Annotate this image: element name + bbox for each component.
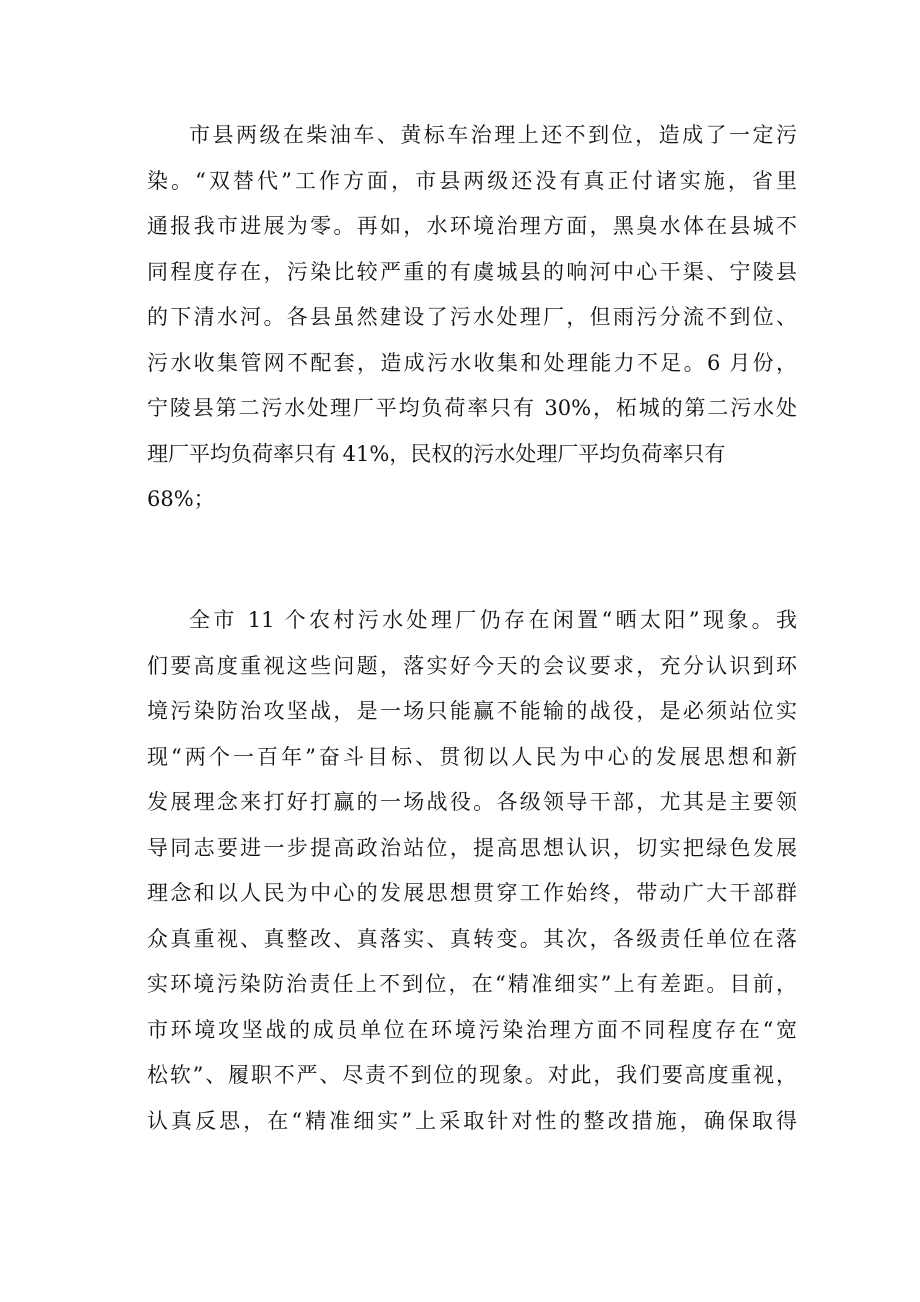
- paragraph-line: 实环境污染防治责任上不到位，在“精准细实”上有差距。目前，: [147, 972, 797, 996]
- paragraph-line: 同程度存在，污染比较严重的有虞城县的响河中心干渠、宁陵县: [147, 259, 797, 284]
- paragraph-line: 市县两级在柴油车、黄标车治理上还不到位，造成了一定污: [189, 123, 797, 147]
- paragraph-line: 68%；: [147, 487, 215, 511]
- paragraph-line: 宁陵县第二污水处理厂平均负荷率只有 30%，柘城的第二污水处: [147, 396, 797, 420]
- paragraph-line: 境污染防治攻坚战，是一场只能赢不能输的战役，是必须站位实: [147, 699, 797, 723]
- paragraph-line: 导同志要进一步提高政治站位，提高思想认识，切实把绿色发展: [147, 835, 797, 860]
- paragraph-line: 现“两个一百年”奋斗目标、贯彻以人民为中心的发展思想和新: [147, 744, 797, 769]
- paragraph-line: 染。“双替代”工作方面，市县两级还没有真正付诸实施，省里: [147, 168, 797, 193]
- paragraph-line: 理念和以人民为中心的发展思想贯穿工作始终，带动广大干部群: [147, 881, 797, 905]
- paragraph-line: 理厂平均负荷率只有 41%，民权的污水处理厂平均负荷率只有: [147, 441, 726, 466]
- paragraph-line: 认真反思，在“精准细实”上采取针对性的整改措施，确保取得: [147, 1108, 797, 1133]
- paragraph-line: 市环境攻坚战的成员单位在环境污染治理方面不同程度存在“宽: [147, 1017, 797, 1042]
- paragraph-line: 污水收集管网不配套，造成污水收集和处理能力不足。6 月份，: [147, 350, 797, 375]
- paragraph-line: 众真重视、真整改、真落实、真转变。其次，各级责任单位在落: [147, 926, 797, 951]
- paragraph-line: 们要高度重视这些问题，落实好今天的会议要求，充分认识到环: [147, 653, 797, 678]
- paragraph-line: 全市 11 个农村污水处理厂仍存在闲置“晒太阳”现象。我: [189, 608, 797, 632]
- paragraph-2: [147, 598, 797, 1144]
- paragraph-line: 通报我市进展为零。再如，水环境治理方面，黑臭水体在县城不: [147, 214, 797, 238]
- paragraph-line: 发展理念来打好打赢的一场战役。各级领导干部，尤其是主要领: [147, 790, 797, 814]
- paragraph-line: 松软”、履职不严、尽责不到位的现象。对此，我们要高度重视，: [147, 1063, 797, 1087]
- paragraph-line: 的下清水河。各县虽然建设了污水处理厂，但雨污分流不到位、: [147, 305, 797, 329]
- paragraph-1: [147, 113, 797, 523]
